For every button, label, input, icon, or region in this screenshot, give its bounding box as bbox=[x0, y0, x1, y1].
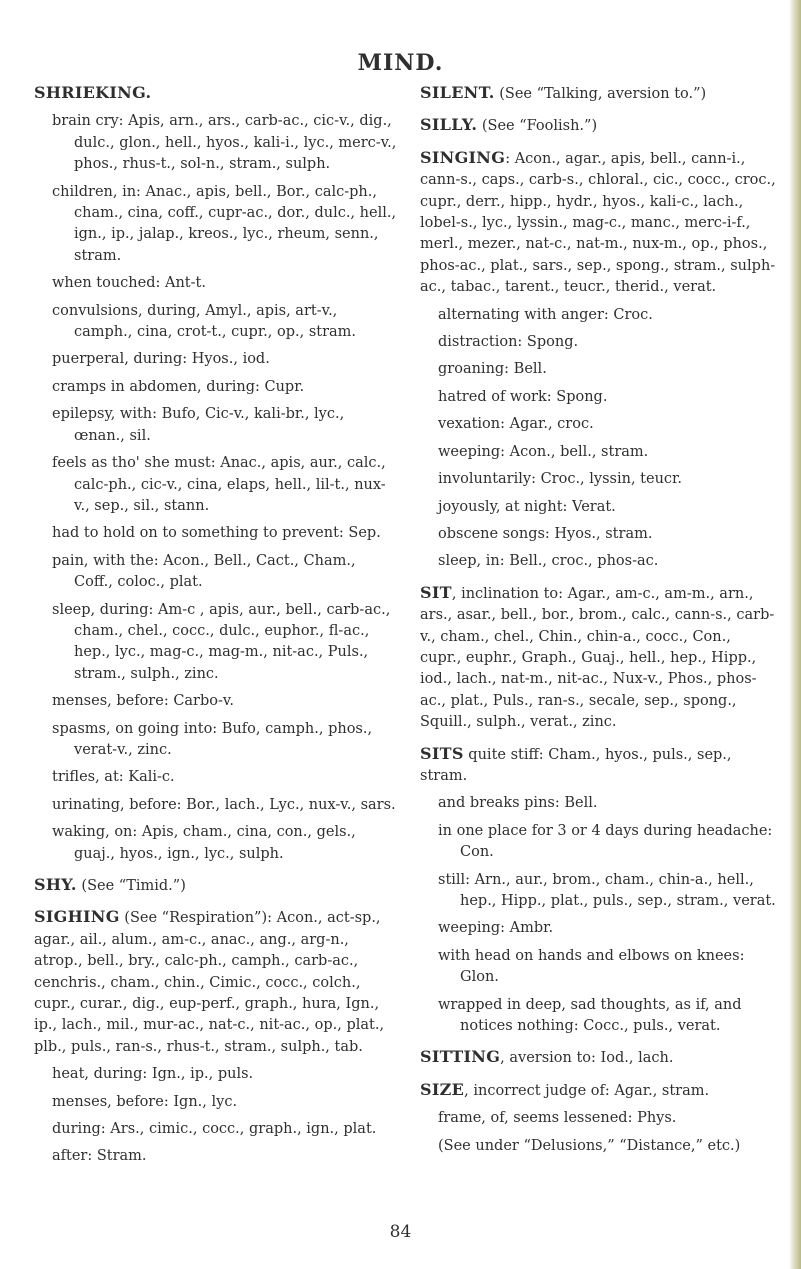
subentry: with head on hands and elbows on knees: Glon. bbox=[438, 947, 745, 986]
entry-sighing: SIGHING (See “Respiration”): Acon., act-sp., agar., ail., alum., am-c., anac., ang., arg-n., atrop., bell., bry., calc-ph., camph., carb-ac., cenchris., cham., chin., Cimic., cocc., colch., cupr., curar., dig., eup-perf., graph., hura, Ign., ip., lach., mil., mur-ac., nat-c., nit-ac., op., plat., plb., puls., ran-s., rhus-t., stram., sulph., tab. bbox=[34, 907, 385, 1055]
page-number: 84 bbox=[389, 1222, 412, 1242]
subentry: obscene songs: Hyos., stram. bbox=[438, 525, 653, 542]
subentry: pain, with the: Acon., Bell., Cact., Cham., Coff., coloc., plat. bbox=[52, 552, 356, 591]
subentry: feels as tho' she must: Anac., apis, aur., calc., calc-ph., cic-v., cina, elaps, hell., lil-t., nux-v., sep., sil., stann. bbox=[52, 455, 386, 514]
entry-silent: SILENT. (See “Talking, aversion to.”) bbox=[420, 83, 707, 102]
headword: SILLY. bbox=[420, 115, 478, 135]
entry-sitting: SITTING, aversion to: Iod., lach. bbox=[420, 1047, 674, 1067]
subentry: waking, on: Apis, cham., cina, con., gels., guaj., hyos., ign., lyc., sulph. bbox=[52, 824, 356, 862]
subentry: brain cry: Apis, arn., ars., carb-ac., cic-v., dig., dulc., glon., hell., hyos., kali-i., lyc., merc-v., phos., rhus-t., sol-n., stram., sulph. bbox=[52, 113, 397, 173]
subentry: wrapped in deep, sad thoughts, as if, and notices nothing: Cocc., puls., verat. bbox=[438, 996, 742, 1035]
subentry: children, in: Anac., apis, bell., Bor., calc-ph., cham., cina, coff., cupr-ac., dor., dulc., hell., ign., ip., jalap., kreos., lyc., rheum, senn., stram. bbox=[52, 183, 397, 264]
entry-text: SHRIEKING. bbox=[34, 83, 152, 102]
subentry: convulsions, during, Amyl., apis, art-v., camph., cina, crot-t., cupr., op., stram. bbox=[52, 302, 357, 341]
entry-sit: SIT, inclination to: Agar., am-c., am-m., arn., ars., asar., bell., bor., brom., calc., cann-s., carb-v., cham., chel., Chin., chin-a., cocc., Con., cupr., euphr., Graph., Guaj., hell., hep., Hipp., iod., lach., nat-m., nit-ac., Nux-v., Phos., phos-ac., plat., Puls., ran-s., secale, sep., spong., Squill., sulph., verat., zinc. bbox=[420, 582, 775, 731]
subentry: sleep, during: Am-c , apis, aur., bell., carb-ac., cham., chel., cocc., dulc., euphor., fl-ac., hep., lyc., mag-c., mag-m., nit-ac., Puls., stram., sulph., zinc. bbox=[52, 601, 391, 682]
subentry: had to hold on to something to prevent: Sep. bbox=[52, 525, 381, 542]
subentry: spasms, on going into: Bufo, camph., phos., verat-v., zinc. bbox=[52, 720, 373, 758]
subentry: hatred of work: Spong. bbox=[438, 388, 608, 405]
right-column bbox=[420, 82, 776, 1157]
subentry: urinating, before: Bor., lach., Lyc., nux-v., sars. bbox=[52, 796, 396, 813]
subentry: after: Stram. bbox=[52, 1148, 147, 1165]
subentry: weeping: Ambr. bbox=[438, 920, 554, 937]
headword: SILENT. bbox=[420, 83, 495, 102]
subentry: still: Arn., aur., brom., cham., chin-a., hell., hep., Hipp., plat., puls., sep., stram., verat. bbox=[438, 871, 776, 909]
subentry: sleep, in: Bell., croc., phos-ac. bbox=[438, 553, 659, 570]
subentry: (See under “Delusions,” “Distance,” etc.) bbox=[438, 1137, 741, 1154]
subentry: epilepsy, with: Bufo, Cic-v., kali-br., lyc., œnan., sil. bbox=[52, 406, 345, 444]
subentry: trifles, at: Kali-c. bbox=[52, 769, 175, 786]
subentry: in one place for 3 or 4 days during headache: Con. bbox=[438, 822, 773, 861]
left-column bbox=[34, 82, 398, 1168]
entry-size: SIZE, incorrect judge of: Agar., stram. bbox=[420, 1079, 710, 1099]
page-title: MIND. bbox=[357, 50, 444, 76]
subentry: groaning: Bell. bbox=[438, 361, 547, 378]
entry-shrieking bbox=[34, 82, 398, 105]
entry-silly: SILLY. (See “Foolish.”) bbox=[420, 115, 598, 135]
subentry: puerperal, during: Hyos., iod. bbox=[52, 351, 270, 368]
subentry: during: Ars., cimic., cocc., graph., ign., plat. bbox=[52, 1121, 377, 1138]
subentry: joyously, at night: Verat. bbox=[438, 498, 616, 515]
subentry: vexation: Agar., croc. bbox=[438, 416, 594, 433]
subentry: weeping: Acon., bell., stram. bbox=[438, 443, 649, 460]
subentry: distraction: Spong. bbox=[438, 334, 579, 351]
entry-singing: SINGING: Acon., agar., apis, bell., cann-i., cann-s., caps., carb-s., chloral., cic., cocc., croc., cupr., derr., hipp., hydr., hyos., kali-c., lach., lobel-s., lyc., lyssin., mag-c., manc., merc-i-f., merl., mezer., nat-c., nat-m., nux-m., op., phos., phos-ac., plat., sars., sep., spong., stram., sulph-ac., tabac., tarent., teucr., therid., verat. bbox=[420, 147, 776, 296]
headword: SIT bbox=[420, 582, 452, 602]
headword: SINGING bbox=[420, 147, 506, 167]
subentry: cramps in abdomen, during: Cupr. bbox=[52, 378, 305, 395]
subentry: and breaks pins: Bell. bbox=[438, 795, 598, 812]
subentry: menses, before: Carbo-v. bbox=[52, 693, 234, 710]
entry-sits: SITS quite stiff: Cham., hyos., puls., sep., stram. bbox=[420, 743, 732, 784]
subentry: involuntarily: Croc., lyssin, teucr. bbox=[438, 471, 683, 488]
subentry: alternating with anger: Croc. bbox=[438, 306, 653, 323]
headword: SHY. bbox=[34, 875, 77, 894]
headword: SIGHING bbox=[34, 907, 120, 927]
headword: SIZE bbox=[420, 1079, 465, 1099]
entry-shy: SHY. (See “Timid.”) bbox=[34, 875, 186, 894]
page-edge-shadow bbox=[789, 0, 801, 1269]
subentry: heat, during: Ign., ip., puls. bbox=[52, 1066, 254, 1083]
headword: SITS bbox=[420, 743, 464, 763]
subentry: menses, before: Ign., lyc. bbox=[52, 1093, 238, 1110]
headword: SITTING bbox=[420, 1047, 501, 1067]
subentry: frame, of, seems lessened: Phys. bbox=[438, 1110, 677, 1127]
subentry: when touched: Ant-t. bbox=[52, 275, 206, 292]
